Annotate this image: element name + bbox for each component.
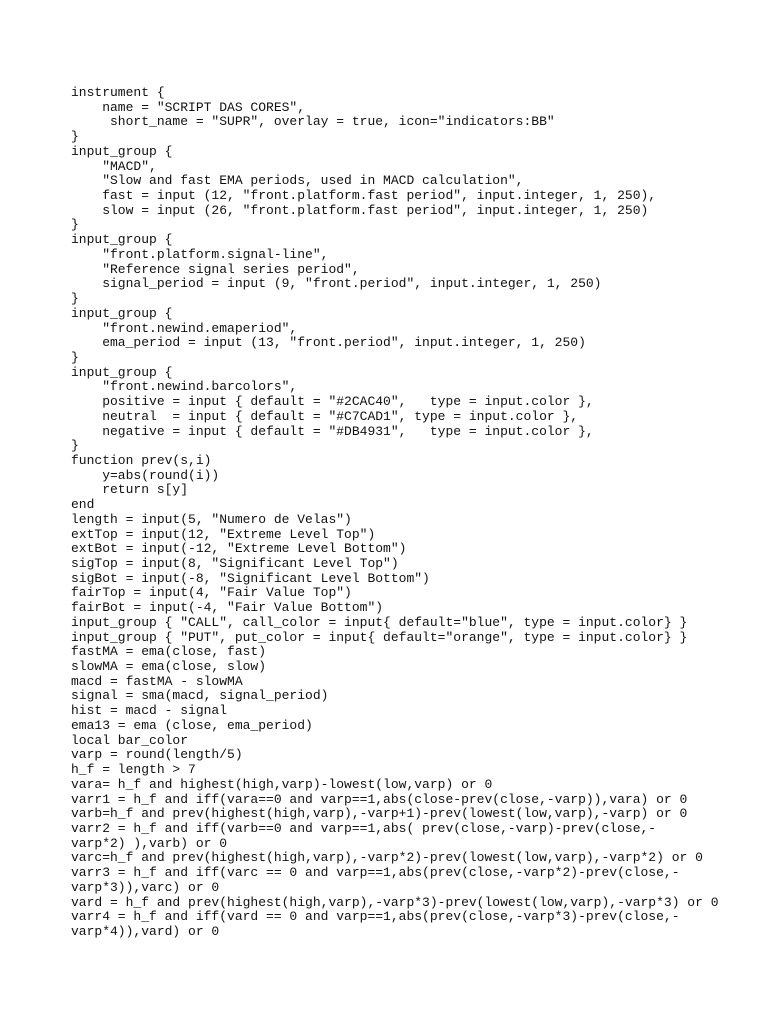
code-line: input_group { "CALL", call_color = input{ default="blue", type = input.color} } [71, 614, 688, 630]
code-line: } [71, 291, 79, 307]
code-line: fastMA = ema(close, fast) [71, 644, 267, 660]
code-line: input_group { [71, 305, 173, 321]
code-line: input_group { [71, 364, 173, 380]
code-line: h_f = length > 7 [71, 762, 196, 778]
code-line: varr1 = h_f and iff(vara==0 and varp==1,abs(close-prev(close,-varp)),vara) or 0 [71, 791, 688, 807]
code-line: "front.newind.emaperiod", [71, 320, 298, 336]
code-line: slow = input (26, "front.platform.fast period", input.integer, 1, 250) [71, 202, 649, 218]
code-line: positive = input { default = "#2CAC40", type = input.color }, [71, 394, 594, 410]
code-line: } [71, 349, 79, 365]
code-line: length = input(5, "Numero de Velas") [71, 511, 352, 527]
code-line: end [71, 497, 95, 513]
code-line: short_name = "SUPR", overlay = true, icon="indicators:BB" [71, 114, 555, 130]
code-line: ema13 = ema (close, ema_period) [71, 717, 313, 733]
code-listing [71, 86, 719, 940]
code-line: "Slow and fast EMA periods, used in MACD calculation", [71, 173, 524, 189]
code-line: "front.newind.barcolors", [71, 379, 298, 395]
code-line: return s[y] [71, 482, 189, 498]
code-line: extTop = input(12, "Extreme Level Top") [71, 526, 376, 542]
code-line: varp = round(length/5) [71, 747, 243, 763]
code-line: varb=h_f and prev(highest(high,varp),-varp+1)-prev(lowest(low,varp),-varp) or 0 [71, 806, 688, 822]
code-line: macd = fastMA - slowMA [71, 673, 243, 689]
code-line: "front.platform.signal-line", [71, 246, 329, 262]
code-line: function prev(s,i) [71, 452, 212, 468]
code-line: fairTop = input(4, "Fair Value Top") [71, 585, 352, 601]
code-line: instrument { [71, 85, 165, 100]
code-line: "Reference signal series period", [71, 261, 360, 277]
code-line: slowMA = ema(close, slow) [71, 659, 267, 675]
code-line: "MACD", [71, 158, 157, 174]
code-line: signal_period = input (9, "front.period", input.integer, 1, 250) [71, 276, 602, 292]
code-line: varp*3)),varc) or 0 [71, 879, 220, 895]
code-line: varr2 = h_f and iff(varb==0 and varp==1,abs( prev(close,-varp)-prev(close,- [71, 820, 657, 836]
code-line: } [71, 129, 79, 145]
code-line: fairBot = input(-4, "Fair Value Bottom") [71, 600, 384, 616]
code-line: ema_period = input (13, "front.period", input.integer, 1, 250) [71, 335, 586, 351]
code-line: input_group { "PUT", put_color = input{ default="orange", type = input.color} } [71, 629, 688, 645]
code-line: name = "SCRIPT DAS CORES", [71, 99, 306, 115]
code-line: local bar_color [71, 732, 189, 748]
code-line: sigTop = input(8, "Significant Level Top") [71, 556, 399, 571]
code-line: fast = input (12, "front.platform.fast period", input.integer, 1, 250), [71, 188, 657, 204]
code-line: vara= h_f and highest(high,varp)-lowest(low,varp) or 0 [71, 776, 493, 792]
code-line: y=abs(round(i)) [71, 467, 220, 483]
code-line: } [71, 217, 79, 233]
code-line: neutral = input { default = "#C7CAD1", type = input.color }, [71, 408, 579, 424]
code-line: vard = h_f and prev(highest(high,varp),-varp*3)-prev(lowest(low,varp),-varp*3) or 0 [71, 894, 719, 910]
code-line: extBot = input(-12, "Extreme Level Bottom") [71, 541, 407, 557]
code-line: varp*4)),vard) or 0 [71, 923, 220, 939]
code-line: varr3 = h_f and iff(varc == 0 and varp==1,abs(prev(close,-varp*2)-prev(close,- [71, 865, 680, 881]
code-line: signal = sma(macd, signal_period) [71, 688, 329, 704]
code-line: } [71, 438, 79, 454]
code-line: input_group { [71, 143, 173, 159]
code-line: negative = input { default = "#DB4931", type = input.color }, [71, 423, 594, 439]
code-line: hist = macd - signal [71, 703, 228, 719]
code-line: varc=h_f and prev(highest(high,varp),-varp*2)-prev(lowest(low,varp),-varp*2) or 0 [71, 850, 703, 866]
code-line: varp*2) ),varb) or 0 [71, 835, 228, 851]
code-line: sigBot = input(-8, "Significant Level Bottom") [71, 570, 430, 586]
code-line: input_group { [71, 232, 173, 248]
code-line: varr4 = h_f and iff(vard == 0 and varp==1,abs(prev(close,-varp*3)-prev(close,- [71, 909, 680, 925]
